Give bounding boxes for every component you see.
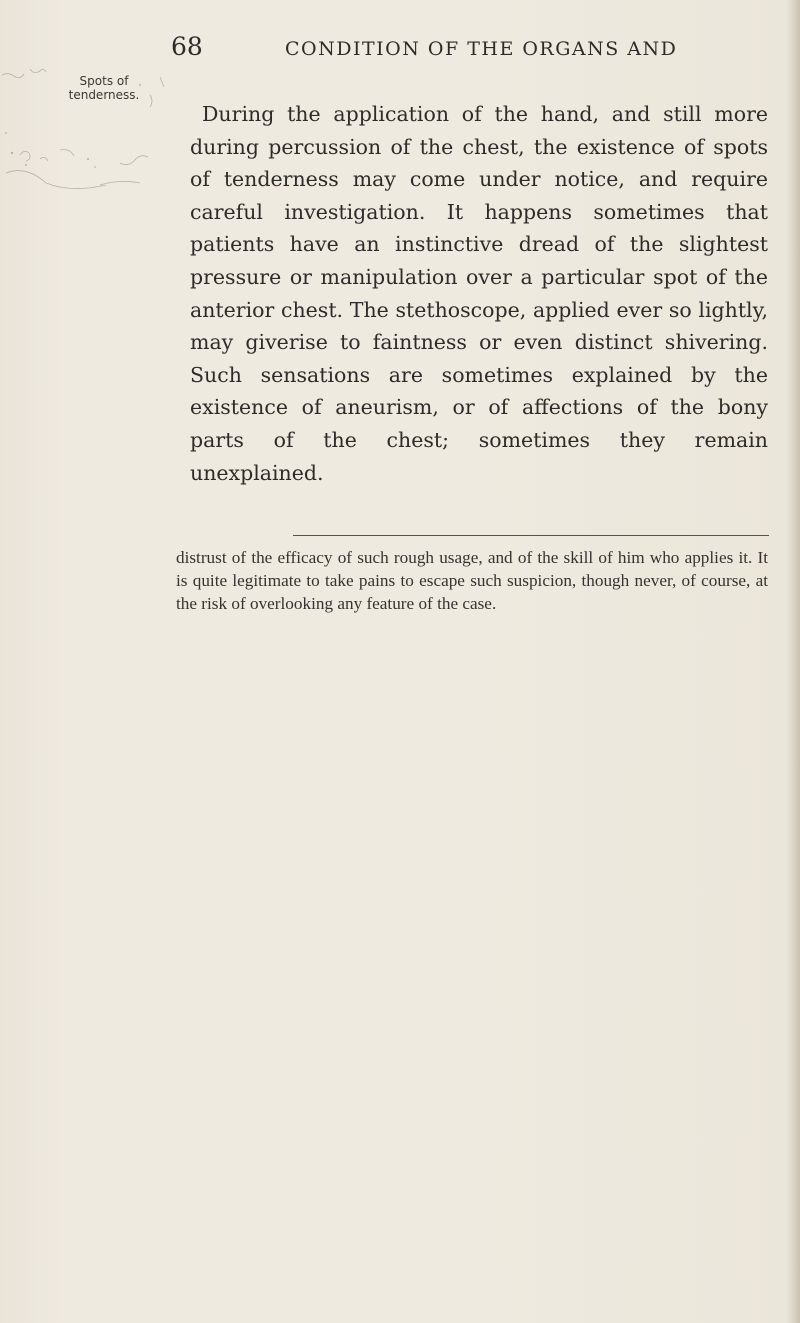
page-edge-shadow	[786, 0, 800, 1323]
margin-note: Spots of tenderness.	[68, 74, 140, 102]
body-paragraph	[190, 98, 768, 489]
footnote-text: distrust of the efficacy of such rough usage, and of the skill of him who applies it. It is quite legitimate to take pains to escape such suspicion, though never, of course, at the risk of overlooking any feature of the case.	[176, 548, 768, 614]
page-number: 68	[171, 32, 203, 61]
running-head: CONDITION OF THE ORGANS AND	[285, 38, 678, 60]
body-paragraph-text: During the application of the hand, and still more during percussion of the chest, the existence of spots of tenderness may come under notice, and require careful investigation. It happens sometimes that patients have an instinctive dread of the slightest pressure or manipulation over a particular spot of the anterior chest. The stethoscope, applied ever so lightly, may giverise to faintness or even distinct shivering. Such sensations are sometimes explained by the existence of aneurism, or of affections of the bony parts of the chest; sometimes they remain unexplained.	[190, 102, 768, 485]
footnote-divider	[293, 535, 769, 536]
